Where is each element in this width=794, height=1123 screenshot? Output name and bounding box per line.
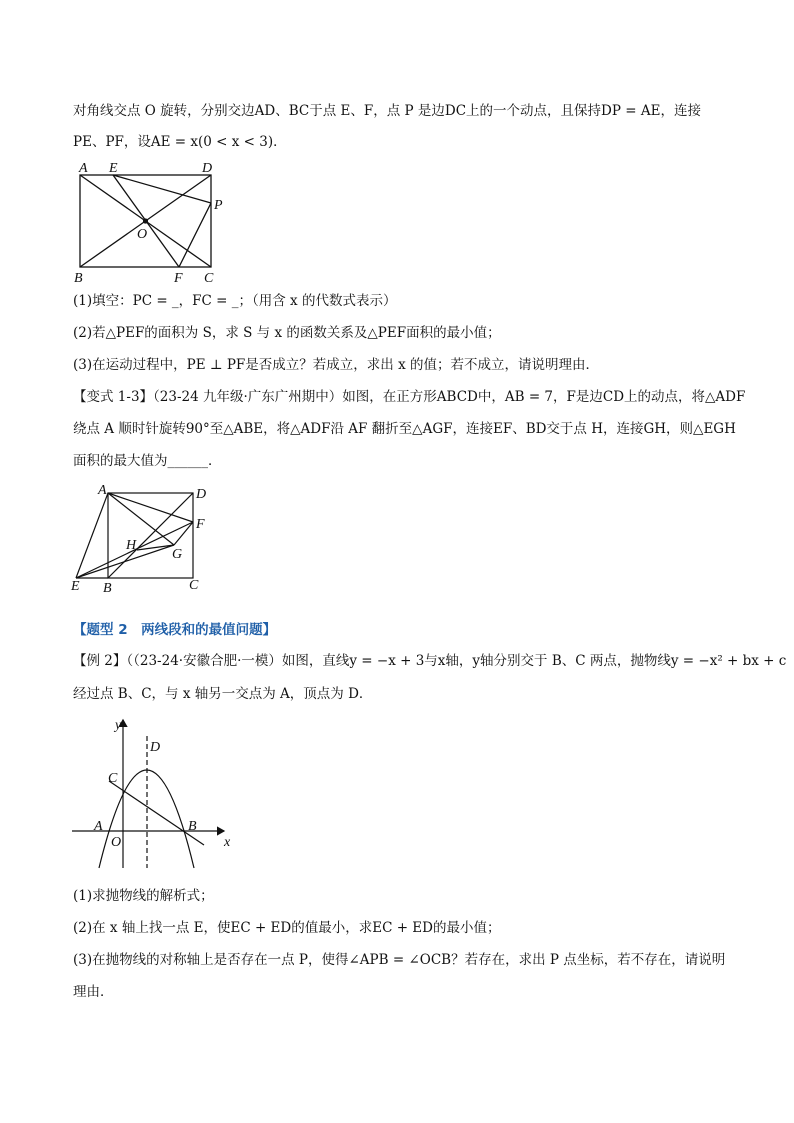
question-1-2: (2)若△PEF的面积为 S，求 S 与 x 的函数关系及△PEF面积的最小值； (73, 325, 501, 341)
parabola-figure (64, 712, 236, 874)
variant-line-1: 【变式 1-3】（23-24 九年级·广东广州期中）如图，在正方形ABCD中，AB = 7，F是边CD上的动点，将△ADF (73, 389, 746, 405)
fig3-label-B: B (188, 819, 197, 834)
fig2-label-G: G (172, 547, 183, 562)
question-2-2: (2)在 x 轴上找一点 E，使EC + ED的值最小，求EC + ED的最小值； (73, 920, 501, 936)
fig1-label-B: B (74, 271, 83, 286)
section-heading: 【题型 2 两线段和的最值问题】 (73, 622, 277, 638)
variant-line-2: 绕点 A 顺时针旋转90°至△ABE，将△ADF沿 AF 翻折至△AGF，连接EF、BD交于点 H，连接GH，则△EGH (73, 421, 736, 437)
question-1-1: (1)填空：PC = _，FC = _；（用含 x 的代数式表示） (73, 293, 397, 309)
question-1-3: (3)在运动过程中，PE ⊥ PF是否成立？若成立，求出 x 的值；若不成立，请说明理由． (73, 357, 599, 373)
fig3-label-C: C (108, 771, 118, 786)
square-figure (68, 482, 218, 594)
intro-line-2: PE、PF，设AE = x(0 < x < 3)． (73, 134, 287, 150)
rectangle-figure (70, 158, 230, 286)
question-2-3b: 理由． (73, 984, 114, 1000)
variant-line-3: 面积的最大值为______． (73, 453, 222, 469)
fig3-label-D: D (150, 740, 161, 755)
fig1-label-C: C (204, 271, 214, 286)
question-2-1: (1)求抛物线的解析式； (73, 888, 214, 904)
fig1-label-A: A (79, 161, 88, 176)
fig2-label-E: E (71, 579, 80, 594)
fig1-label-O: O (137, 227, 148, 242)
fig2-label-F: F (196, 517, 205, 532)
fig3-label-A: A (94, 819, 103, 834)
fig1-label-D: D (202, 161, 213, 176)
fig3-label-y: y (115, 718, 122, 733)
fig1-label-E: E (109, 161, 118, 176)
intro-line-1: 对角线交点 O 旋转，分别交边AD、BC于点 E、F，点 P 是边DC上的一个动点，且保持DP = AE，连接 (73, 103, 701, 119)
example-line-1: 【例 2】（（23-24·安徽合肥·一模）如图，直线y = −x + 3与x轴，y轴分别交于 B、C 两点，抛物线y = −x² + bx + c (73, 653, 787, 669)
fig2-label-C: C (189, 578, 199, 593)
fig2-label-H: H (126, 538, 137, 553)
fig3-label-x: x (224, 835, 231, 850)
fig1-label-F: F (174, 271, 183, 286)
question-2-3a: (3)在抛物线的对称轴上是否存在一点 P，使得∠APB = ∠OCB？若存在，求出 P 点坐标，若不存在，请说明 (73, 952, 726, 968)
fig2-label-A: A (98, 483, 107, 498)
fig2-label-D: D (196, 487, 207, 502)
fig1-label-P: P (214, 198, 223, 213)
example-line-2: 经过点 B、C，与 x 轴另一交点为 A，顶点为 D． (73, 686, 373, 702)
fig3-label-O: O (111, 835, 122, 850)
fig2-label-B: B (103, 581, 112, 594)
